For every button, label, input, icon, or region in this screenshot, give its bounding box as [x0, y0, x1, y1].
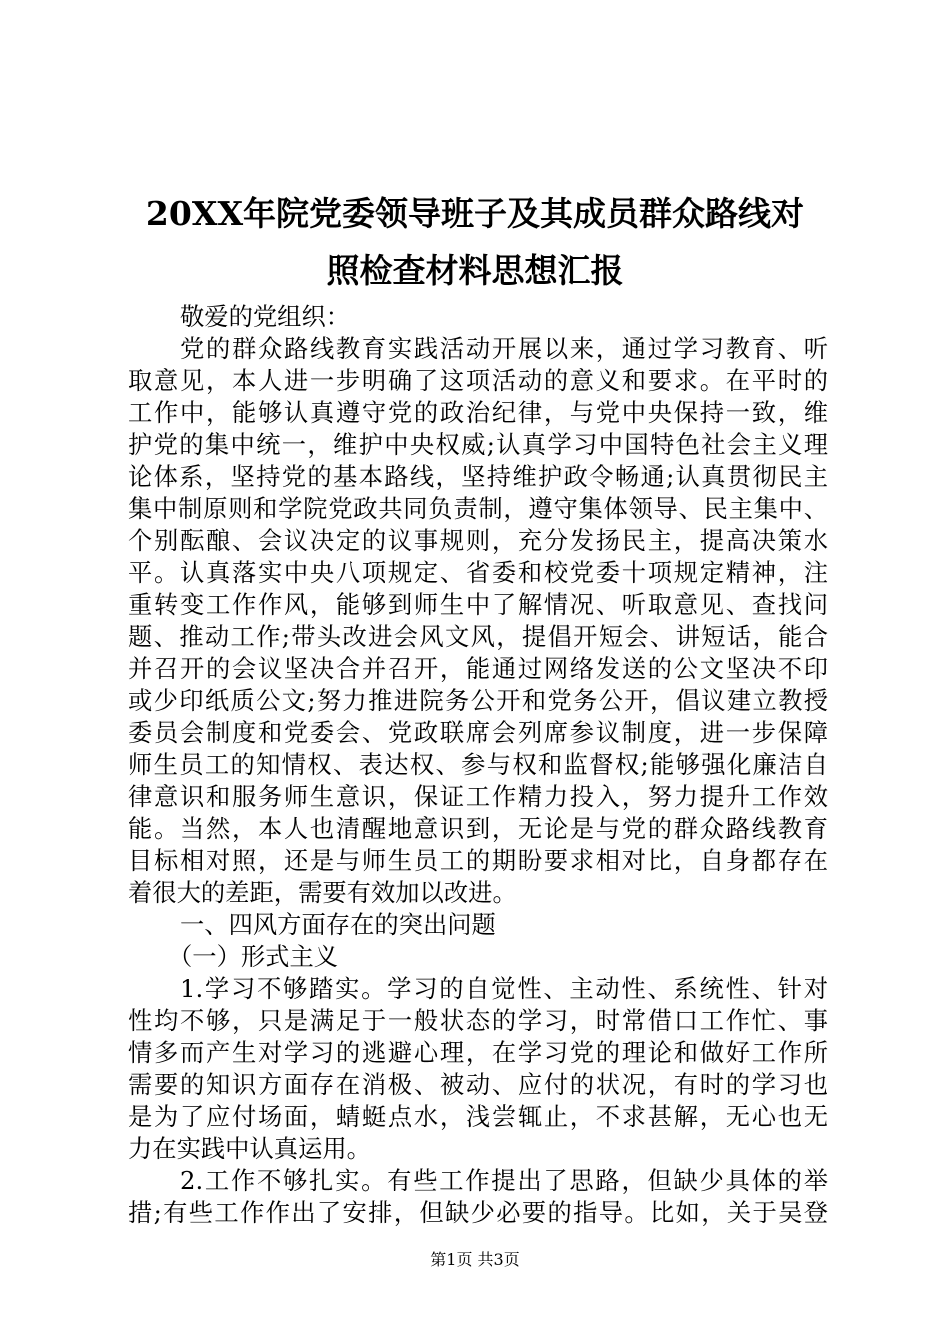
body-line: 着很大的差距，需要有效加以改进。 — [128, 878, 517, 907]
body-line: 平。认真落实中央八项规定、省委和校党委十项规定精神，注 — [128, 558, 828, 587]
body-line: 重转变工作作风，能够到师生中了解情况、听取意见、查找问 — [128, 590, 828, 619]
body-line: 目标相对照，还是与师生员工的期盼要求相对比，自身都存在 — [128, 846, 828, 875]
body-line: 力在实践中认真运用。 — [128, 1134, 371, 1163]
document-title-line-2: 照检查材料思想汇报 — [326, 251, 624, 290]
body-line: 需要的知识方面存在消极、被动、应付的状况，有时的学习也 — [128, 1070, 828, 1099]
body-line: 委员会制度和党委会、党政联席会列席参议制度，进一步保障 — [128, 718, 828, 747]
body-line: 护党的集中统一，维护中央权威;认真学习中国特色社会主义理 — [128, 430, 828, 459]
body-line: 师生员工的知情权、表达权、参与权和监督权;能够强化廉洁自 — [128, 750, 828, 779]
body-line: 1.学习不够踏实。学习的自觉性、主动性、系统性、针对 — [180, 974, 828, 1003]
section-heading: 一、四风方面存在的突出问题 — [180, 910, 496, 939]
body-line: 能。当然，本人也清醒地意识到，无论是与党的群众路线教育 — [128, 814, 828, 843]
body-line: 工作中，能够认真遵守党的政治纪律，与党中央保持一致，维 — [128, 398, 828, 427]
page-footer: 第1页 共3页 — [430, 1250, 520, 1269]
body-line: 题、推动工作;带头改进会风文风，提倡开短会、讲短话，能合 — [128, 622, 828, 651]
body-line: 性均不够，只是满足于一般状态的学习，时常借口工作忙、事 — [128, 1006, 828, 1035]
body-line: 或少印纸质公文;努力推进院务公开和党务公开，倡议建立教授 — [128, 686, 828, 715]
body-line: 党的群众路线教育实践活动开展以来，通过学习教育、听 — [180, 334, 828, 363]
body-line: 情多而产生对学习的逃避心理，在学习党的理论和做好工作所 — [128, 1038, 828, 1067]
body-line: 取意见，本人进一步明确了这项活动的意义和要求。在平时的 — [128, 366, 828, 395]
subsection-heading: （一）形式主义 — [168, 942, 339, 971]
body-line: 2.工作不够扎实。有些工作提出了思路，但缺少具体的举 — [180, 1166, 828, 1195]
body-line: 并召开的会议坚决合并召开，能通过网络发送的公文坚决不印 — [128, 654, 828, 683]
body-line: 个别酝酿、会议决定的议事规则，充分发扬民主，提高决策水 — [128, 526, 828, 555]
body-line: 集中制原则和学院党政共同负责制，遵守集体领导、民主集中、 — [128, 494, 828, 523]
salutation: 敬爱的党组织： — [180, 302, 351, 331]
body-line: 论体系，坚持党的基本路线，坚持维护政令畅通;认真贯彻民主 — [128, 462, 828, 491]
document-title-line-1: 20XX年院党委领导班子及其成员群众路线对 — [145, 194, 805, 233]
body-line: 是为了应付场面，蜻蜓点水，浅尝辄止，不求甚解，无心也无 — [128, 1102, 828, 1131]
body-line: 律意识和服务师生意识，保证工作精力投入，努力提升工作效 — [128, 782, 828, 811]
body-line: 措;有些工作作出了安排，但缺少必要的指导。比如，关于吴登 — [128, 1198, 828, 1227]
